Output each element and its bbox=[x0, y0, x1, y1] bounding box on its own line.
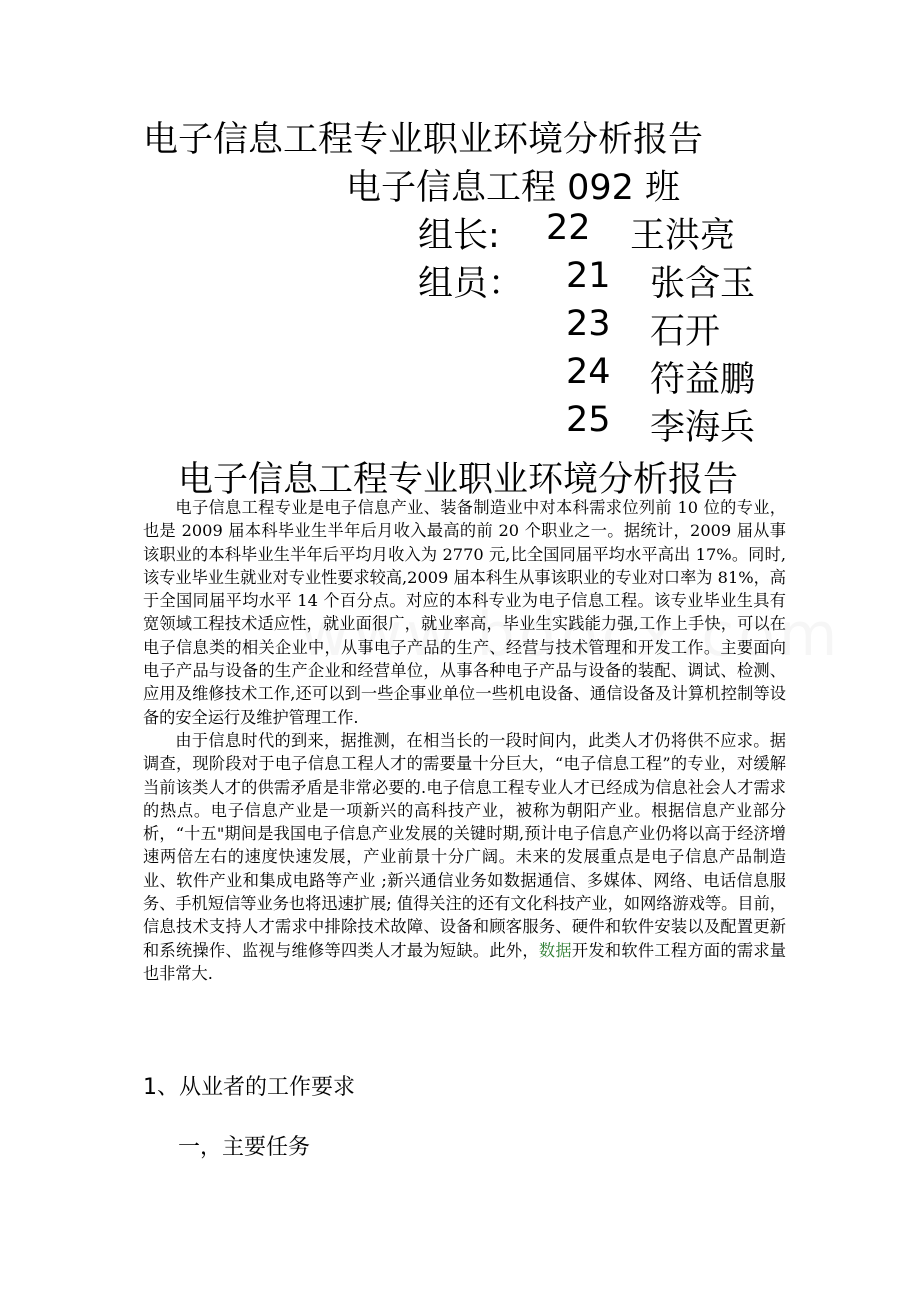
member-number: 25 bbox=[566, 400, 611, 440]
paragraph bbox=[143, 729, 786, 985]
member-number: 21 bbox=[566, 256, 611, 296]
paragraph: 电子信息工程专业是电子信息产业、装备制造业中对本科需求位列前 10 位的专业，也是 2009 届本科毕业生半年后月收入最高的前 20 个职业之一。据统计，2009 届从事该职业的本科毕业生半年后平均月收入为 2770 元,比全国同届平均水平高出 17%。同时,该专业毕业生就业对专业性要求较高,2009 届本科生从事该职业的专业对口率为 81%，高于全国同届平均水平 14 个百分点。对应的本科专业为电子信息工程。该专业毕业生具有宽领域工程技术适应性，就业面很广，就业率高，毕业生实践能力强,工作上手快，可以在电子信息类的相关企业中，从事电子产品的生产、经营与技术管理和开发工作。主要面向电子产品与设备的生产企业和经营单位，从事各种电子产品与设备的装配、调试、检测、应用及维修技术工作,还可以到一些企事业单位一些机电设备、通信设备及计算机控制等设备的安全运行及维护管理工作. bbox=[143, 498, 786, 727]
leader-number: 22 bbox=[546, 208, 591, 248]
members-label: 组员： bbox=[418, 264, 524, 304]
member-row bbox=[418, 304, 818, 352]
member-row bbox=[418, 352, 818, 400]
member-name: 石开 bbox=[650, 312, 721, 352]
member-number: 24 bbox=[566, 352, 611, 392]
member-name: 符益鹏 bbox=[650, 360, 756, 400]
member-row bbox=[418, 256, 818, 304]
report-body bbox=[143, 496, 786, 985]
leader-name: 王洪亮 bbox=[630, 216, 736, 256]
data-link[interactable]: 数据 bbox=[538, 940, 572, 960]
paragraph-text: 由于信息时代的到来，据推测，在相当长的一段时间内，此类人才仍将供不应求。据调查，现阶段对于电子信息工程人才的需要量十分巨大，“电子信息工程”的专业，对缓解当前该类人才的供需矛盾是非常必要的.电子信息工程专业人才已经成为信息社会人才需求的热点。电子信息产业是一项新兴的高科技产业，被称为朝阳产业。根据信息产业部分析，“十五"期间是我国电子信息产业发展的关键时期,预计电子信息产业仍将以高于经济增速两倍左右的速度快速发展，产业前景十分广阔。未来的发展重点是电子信息产品制造业、软件产业和集成电路等产业 ;新兴通信业务如数据通信、多媒体、网络、电话信息服务、手机短信等业务也将迅速扩展; 值得关注的还有文化科技产业，如网络游戏等。目前，信息技术支持人才需求中排除技术故障、设备和顾客服务、硬件和软件安装以及配置更新和系统操作、监视与维修等四类人才最为短缺。此外， bbox=[143, 730, 786, 960]
member-name: 李海兵 bbox=[650, 408, 756, 448]
member-number: 23 bbox=[566, 304, 611, 344]
section-heading: 1、从业者的工作要求 bbox=[143, 1075, 355, 1100]
member-name: 张含玉 bbox=[650, 264, 756, 304]
leader-row bbox=[418, 208, 818, 256]
report-title: 电子信息工程专业职业环境分析报告 bbox=[178, 460, 739, 500]
member-row bbox=[418, 400, 818, 448]
leader-label: 组长: bbox=[418, 216, 500, 256]
paragraph-text: 开发和软件工程方面的需求量也非常大. bbox=[143, 940, 787, 983]
document-title: 电子信息工程专业职业环境分析报告 bbox=[143, 120, 704, 160]
subsection-heading: 一，主要任务 bbox=[178, 1135, 311, 1160]
class-name: 电子信息工程 092 班 bbox=[346, 168, 681, 208]
